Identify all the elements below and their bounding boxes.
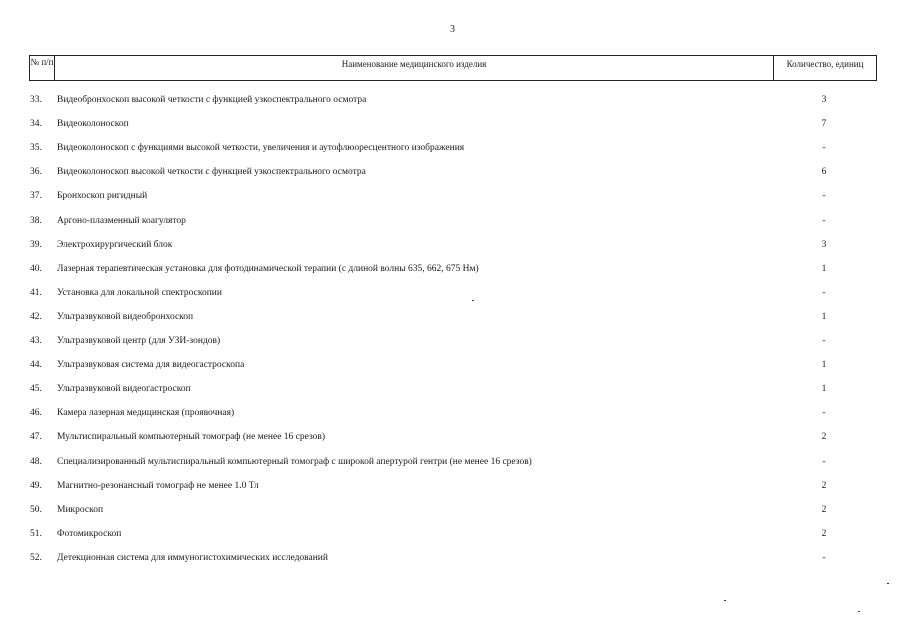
row-quantity: -	[822, 336, 826, 346]
row-number: 39.	[30, 240, 42, 250]
row-number: 49.	[30, 481, 42, 491]
row-quantity: 3	[821, 240, 827, 250]
table-row	[0, 503, 905, 517]
row-quantity: 1	[821, 312, 827, 322]
row-number: 50.	[30, 505, 42, 515]
header-quantity-column: Количество, единиц	[773, 56, 876, 80]
row-item-name: Специализированный мультиспиральный компьютерный томограф с широкой апертурой гентри (не менее 16 срезов)	[57, 457, 532, 467]
row-quantity: 2	[821, 505, 827, 515]
row-number: 43.	[30, 336, 42, 346]
row-quantity: 1	[821, 360, 827, 370]
table-row	[0, 262, 905, 276]
row-item-name: Электрохирургический блок	[57, 240, 173, 250]
table-row	[0, 527, 905, 541]
row-quantity: 1	[821, 384, 827, 394]
row-quantity: 6	[821, 167, 827, 177]
row-item-name: Видеоколоноскоп высокой четкости с функцией узкоспектрального осмотра	[57, 167, 366, 177]
row-quantity: -	[822, 191, 826, 201]
row-item-name: Аргоно-плазменный коагулятор	[57, 216, 186, 226]
row-quantity: 2	[821, 481, 827, 491]
row-item-name: Микроскоп	[57, 505, 104, 515]
row-item-name: Видеоколоноскоп	[57, 119, 129, 129]
row-item-name: Видеоколоноскоп с функциями высокой четкости, увеличения и аутофлюоресцентного изображения	[57, 143, 465, 153]
table-header	[29, 55, 877, 81]
row-item-name: Ультразвуковой видеобронхоскоп	[57, 312, 194, 322]
table-row	[0, 238, 905, 252]
row-quantity: 2	[821, 432, 827, 442]
row-quantity: -	[822, 216, 826, 226]
row-number: 48.	[30, 457, 42, 467]
table-row	[0, 334, 905, 348]
row-number: 47.	[30, 432, 42, 442]
row-quantity: -	[822, 408, 826, 418]
table-row	[0, 310, 905, 324]
row-item-name: Фотомикроскоп	[57, 529, 122, 539]
row-item-name: Ультразвуковой видеогастроскоп	[57, 384, 191, 394]
table-row	[0, 93, 905, 107]
row-quantity: 2	[821, 529, 827, 539]
row-number: 33.	[30, 95, 42, 105]
row-item-name: Ультразвуковой центр (для УЗИ-зондов)	[57, 336, 221, 346]
row-item-name: Ультразвуковая система для видеогастроскопа	[57, 360, 245, 370]
scan-speck	[472, 300, 474, 301]
row-quantity: -	[822, 288, 826, 298]
row-quantity: 1	[821, 264, 827, 274]
table-row	[0, 117, 905, 131]
row-number: 46.	[30, 408, 42, 418]
row-number: 34.	[30, 119, 42, 129]
row-quantity: -	[822, 143, 826, 153]
page-number: 3	[450, 24, 455, 35]
row-number: 45.	[30, 384, 42, 394]
table-row	[0, 141, 905, 155]
row-number: 40.	[30, 264, 42, 274]
table-row	[0, 455, 905, 469]
row-quantity: -	[822, 457, 826, 467]
row-item-name: Магнитно-резонансный томограф не менее 1.0 Тл	[57, 481, 259, 491]
table-row	[0, 479, 905, 493]
scan-speck	[724, 600, 726, 601]
header-number-column: № п/п	[30, 57, 54, 67]
row-number: 42.	[30, 312, 42, 322]
row-item-name: Видеобронхоскоп высокой четкости с функцией узкоспектрального осмотра	[57, 95, 367, 105]
row-quantity: 7	[821, 119, 827, 129]
row-number: 41.	[30, 288, 42, 298]
table-row	[0, 382, 905, 396]
scan-speck	[858, 611, 860, 612]
table-row	[0, 406, 905, 420]
row-number: 52.	[30, 553, 42, 563]
table-row	[0, 165, 905, 179]
row-quantity: -	[822, 553, 826, 563]
table-row	[0, 286, 905, 300]
row-number: 35.	[30, 143, 42, 153]
table-row	[0, 430, 905, 444]
row-item-name: Лазерная терапевтическая установка для фотодинамической терапии (с длиной волны 635, 662, 675 Нм)	[57, 264, 479, 274]
row-item-name: Установка для локальной спектроскопии	[57, 288, 222, 298]
row-item-name: Бронхоскоп ригидный	[57, 191, 148, 201]
row-number: 38.	[30, 216, 42, 226]
scan-speck	[887, 583, 889, 584]
header-name-column: Наименование медицинского изделия	[54, 56, 773, 80]
row-number: 37.	[30, 191, 42, 201]
table-row	[0, 214, 905, 228]
row-number: 44.	[30, 360, 42, 370]
row-number: 51.	[30, 529, 42, 539]
row-item-name: Камера лазерная медицинская (проявочная)	[57, 408, 235, 418]
row-item-name: Детекционная система для иммуногистохимических исследований	[57, 553, 328, 563]
table-row	[0, 551, 905, 565]
row-item-name: Мультиспиральный компьютерный томограф (не менее 16 срезов)	[57, 432, 326, 442]
table-row	[0, 189, 905, 203]
row-number: 36.	[30, 167, 42, 177]
table-row	[0, 358, 905, 372]
row-quantity: 3	[821, 95, 827, 105]
